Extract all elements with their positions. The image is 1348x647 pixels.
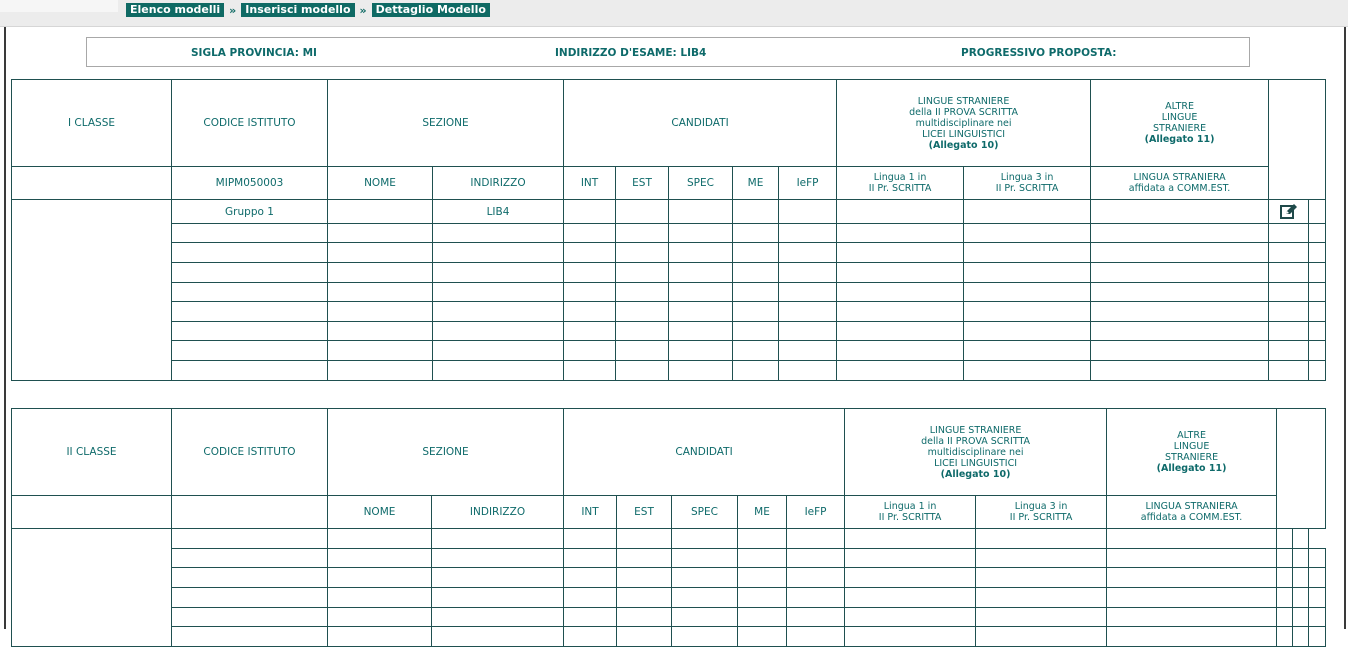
table-i-classe	[11, 79, 1326, 381]
table-ii-classe	[11, 408, 1326, 647]
subheader-iefp: IeFP	[787, 496, 845, 529]
table-row	[12, 322, 1326, 341]
subheader-est: EST	[616, 167, 669, 200]
subheader-lingua-1: Lingua 1 in II Pr. SCRITTA	[845, 496, 976, 529]
breadcrumb-separator: »	[229, 3, 237, 17]
header-actions	[1277, 409, 1326, 529]
subheader-empty	[12, 167, 172, 200]
header-class: II CLASSE	[12, 409, 172, 496]
subheader-spec: SPEC	[669, 167, 733, 200]
subheader-me: ME	[738, 496, 787, 529]
subheader-int: INT	[564, 496, 617, 529]
subheader-lingua-comm: LINGUA STRANIERA affidata a COMM.EST.	[1091, 167, 1269, 200]
edit-cell[interactable]	[1269, 200, 1309, 224]
header-candidati: CANDIDATI	[564, 409, 845, 496]
breadcrumb-inserisci-modello[interactable]: Inserisci modello	[241, 3, 354, 17]
class-label-cell	[12, 200, 172, 381]
iefp-cell	[779, 200, 837, 224]
subheader-lingua-3: Lingua 3 in II Pr. SCRITTA	[976, 496, 1107, 529]
lingua1-cell	[837, 200, 964, 224]
info-bar	[86, 37, 1250, 67]
int-cell	[564, 200, 616, 224]
breadcrumb-elenco-modelli[interactable]: Elenco modelli	[126, 3, 224, 17]
lingua3-cell	[964, 200, 1091, 224]
comm-cell	[1091, 200, 1269, 224]
progressivo-proposta: PROGRESSIVO PROPOSTA:	[961, 47, 1117, 59]
table-row	[12, 200, 1326, 224]
header-class: I CLASSE	[12, 80, 172, 167]
table-row	[12, 627, 1326, 647]
table-row	[12, 243, 1326, 263]
table-row	[12, 588, 1326, 608]
subheader-est: EST	[617, 496, 672, 529]
table-row	[12, 283, 1326, 302]
subheader-spec: SPEC	[672, 496, 738, 529]
codice-istituto-value	[172, 496, 328, 529]
table-row	[12, 224, 1326, 243]
top-bar	[0, 0, 1348, 27]
header-actions	[1269, 80, 1326, 200]
table-row	[12, 608, 1326, 627]
subheader-indirizzo: INDIRIZZO	[433, 167, 564, 200]
est-cell	[616, 200, 669, 224]
sigla-provincia: SIGLA PROVINCIA: MI	[191, 47, 317, 59]
header-altre-lingue: ALTRE LINGUE STRANIERE (Allegato 11)	[1091, 80, 1269, 167]
subheader-nome: NOME	[328, 496, 432, 529]
me-cell	[733, 200, 779, 224]
subheader-lingua-comm: LINGUA STRANIERA affidata a COMM.EST.	[1107, 496, 1277, 529]
subheader-empty	[12, 496, 172, 529]
table-row	[12, 361, 1326, 381]
codice-istituto-value: MIPM050003	[172, 167, 328, 200]
header-lingue-straniere: LINGUE STRANIERE della II PROVA SCRITTA multidisciplinare nei LICEI LINGUISTICI (Allegato 10)	[837, 80, 1091, 167]
top-tab	[0, 0, 118, 12]
table-row	[12, 568, 1326, 588]
header-sezione: SEZIONE	[328, 80, 564, 167]
subheader-lingua-1: Lingua 1 in II Pr. SCRITTA	[837, 167, 964, 200]
extra-cell	[1309, 200, 1326, 224]
subheader-int: INT	[564, 167, 616, 200]
table-row	[12, 263, 1326, 283]
subheader-iefp: IeFP	[779, 167, 837, 200]
subheader-nome: NOME	[328, 167, 433, 200]
nome-cell	[328, 200, 433, 224]
edit-icon[interactable]	[1280, 204, 1298, 220]
header-lingue-straniere: LINGUE STRANIERE della II PROVA SCRITTA multidisciplinare nei LICEI LINGUISTICI (Allegato 10)	[845, 409, 1107, 496]
table-row	[12, 302, 1326, 322]
subheader-indirizzo: INDIRIZZO	[432, 496, 564, 529]
header-altre-lingue: ALTRE LINGUE STRANIERE (Allegato 11)	[1107, 409, 1277, 496]
subheader-me: ME	[733, 167, 779, 200]
table-row	[12, 549, 1326, 568]
indirizzo-cell: LIB4	[433, 200, 564, 224]
header-codice-istituto: CODICE ISTITUTO	[172, 409, 328, 496]
header-sezione: SEZIONE	[328, 409, 564, 496]
breadcrumb-dettaglio-modello[interactable]: Dettaglio Modello	[372, 3, 490, 17]
gruppo-cell: Gruppo 1	[172, 200, 328, 224]
header-codice-istituto: CODICE ISTITUTO	[172, 80, 328, 167]
spec-cell	[669, 200, 733, 224]
header-candidati: CANDIDATI	[564, 80, 837, 167]
table-row	[12, 529, 1326, 549]
breadcrumb	[126, 3, 490, 17]
subheader-lingua-3: Lingua 3 in II Pr. SCRITTA	[964, 167, 1091, 200]
breadcrumb-separator: »	[359, 3, 367, 17]
table-row	[12, 341, 1326, 361]
indirizzo-esame: INDIRIZZO D'ESAME: LIB4	[555, 47, 707, 59]
